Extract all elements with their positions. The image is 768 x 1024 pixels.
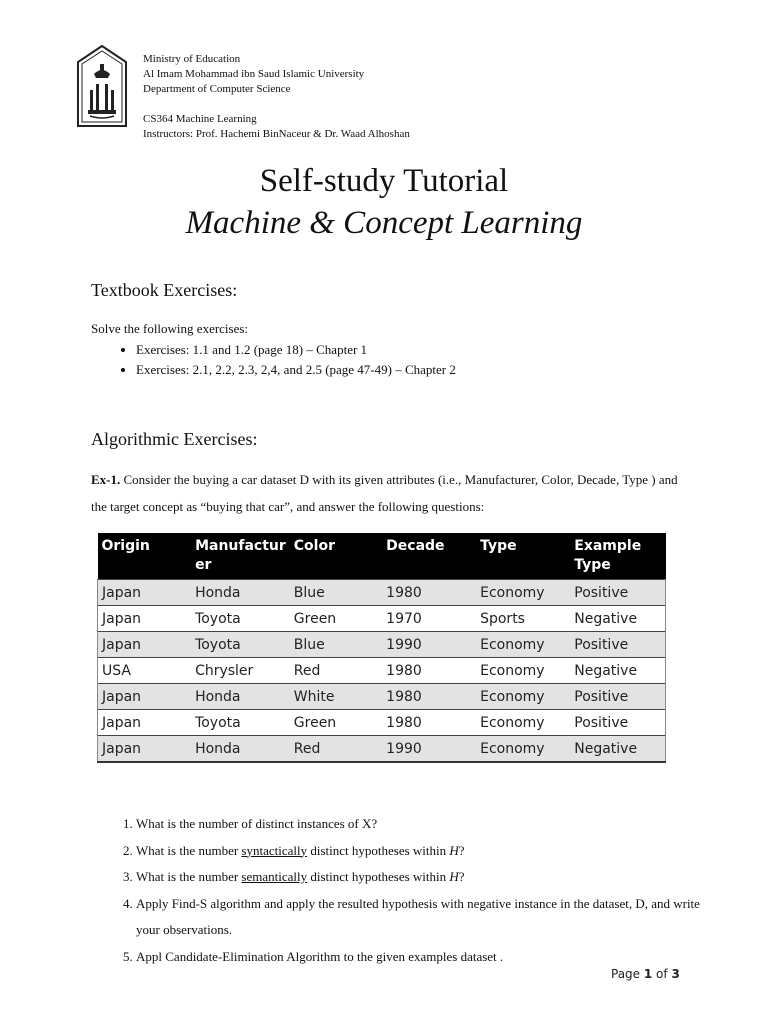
table-cell: Red [290, 658, 382, 684]
table-row [98, 736, 666, 763]
table-cell: Red [290, 736, 382, 763]
table-row [98, 684, 666, 710]
document-header [143, 52, 410, 142]
table-cell: Japan [98, 684, 192, 710]
university-line: Al Imam Mohammad ibn Saud Islamic University [143, 68, 365, 80]
table-cell: Economy [476, 684, 570, 710]
question-list [95, 811, 711, 970]
table-cell: Japan [98, 632, 192, 658]
italic-term: H [449, 869, 459, 884]
question-text: Appl Candidate-Elimination Algorithm to the given examples dataset . [136, 948, 504, 964]
table-cell: Blue [290, 580, 382, 606]
page-number [611, 967, 680, 981]
table-cell: Japan [98, 606, 192, 632]
question-text: Apply Find-S algorithm and apply the resulted hypothesis with negative instance in the dataset, D, and write your observations. [136, 895, 700, 937]
question-text: ? [458, 842, 465, 858]
table-cell: Negative [570, 658, 665, 684]
of-word: of [652, 967, 672, 981]
exercise-text: Consider the buying a car dataset D with its given attributes (i.e., Manufacturer, Color, Decade, Type ) and the target concept as “buying that car”, and answer the following questions: [91, 472, 678, 514]
column-header-color: Color [290, 533, 382, 580]
car-dataset-table [97, 533, 666, 763]
table-cell: 1970 [382, 606, 476, 632]
table-cell: Economy [476, 632, 570, 658]
table-row [98, 606, 666, 632]
question-text: What is the number of distinct instances of X? [136, 816, 378, 831]
table-cell: White [290, 684, 382, 710]
table-cell: Honda [191, 580, 290, 606]
table-cell: Economy [476, 580, 570, 606]
question-item [136, 811, 711, 838]
column-header-manufacturer: Manufactur er [191, 533, 290, 580]
table-cell: 1990 [382, 632, 476, 658]
column-header-example-type: Example Type [570, 533, 665, 580]
question-item [136, 891, 711, 944]
table-cell: Economy [476, 658, 570, 684]
algorithmic-heading: Algorithmic Exercises: [91, 429, 258, 449]
current-page: 1 [643, 967, 653, 981]
table-header-row [98, 533, 666, 580]
course-line: CS364 Machine Learning [143, 113, 257, 125]
table-cell: 1980 [382, 684, 476, 710]
list-item: • Exercises: 2.1, 2.2, 2.3, 2,4, and 2.5 (page 47-49) – Chapter 2 [136, 360, 456, 380]
question-text: distinct hypotheses within [307, 869, 450, 884]
table-cell: Japan [98, 736, 192, 763]
column-header-decade: Decade [382, 533, 476, 580]
question-item [136, 838, 711, 865]
table-row [98, 658, 666, 684]
table-cell: 1980 [382, 580, 476, 606]
column-header-type: Type [476, 533, 570, 580]
table-row [98, 580, 666, 606]
table-cell: Positive [570, 710, 665, 736]
textbook-exercise-list [110, 340, 456, 380]
table-cell: Positive [570, 580, 665, 606]
table-cell: Toyota [191, 632, 290, 658]
table-cell: Toyota [191, 710, 290, 736]
table-cell: Japan [98, 710, 192, 736]
department-line: Department of Computer Science [143, 83, 291, 95]
table-cell: Chrysler [191, 658, 290, 684]
underlined-term: syntactically [241, 842, 308, 858]
table-row [98, 632, 666, 658]
ministry-line: Ministry of Education [143, 53, 241, 65]
table-cell: Economy [476, 736, 570, 763]
textbook-intro: Solve the following exercises: [91, 321, 249, 336]
page-subtitle: Machine & Concept Learning [185, 205, 583, 241]
table-cell: USA [98, 658, 192, 684]
table-cell: Green [290, 710, 382, 736]
column-header-origin: Origin [98, 533, 192, 580]
exercise-paragraph [91, 466, 691, 520]
table-cell: Green [290, 606, 382, 632]
question-text: distinct hypotheses within [307, 842, 450, 858]
exercise-label: Ex-1. [91, 472, 121, 487]
table-cell: Sports [476, 606, 570, 632]
question-item [136, 864, 711, 891]
table-cell: Positive [570, 684, 665, 710]
table-cell: Japan [98, 580, 192, 606]
instructors-line: Instructors: Prof. Hachemi BinNaceur & Dr. Waad Alhoshan [143, 128, 410, 140]
page-word: Page [611, 967, 644, 981]
table-cell: Positive [570, 632, 665, 658]
university-logo [76, 44, 128, 128]
table-cell: Blue [290, 632, 382, 658]
question-text: What is the number [136, 842, 242, 858]
page-title: Self-study Tutorial [259, 163, 509, 199]
table-cell: Honda [191, 736, 290, 763]
question-text: ? [458, 869, 465, 884]
italic-term: H [449, 842, 459, 858]
table-cell: 1980 [382, 710, 476, 736]
table-cell: Economy [476, 710, 570, 736]
table-row [98, 710, 666, 736]
underlined-term: semantically [241, 869, 308, 884]
total-pages: 3 [671, 967, 680, 981]
textbook-heading: Textbook Exercises: [91, 280, 238, 300]
list-item: • Exercises: 1.1 and 1.2 (page 18) – Chapter 1 [136, 340, 456, 360]
table-cell: Negative [570, 606, 665, 632]
table-cell: 1980 [382, 658, 476, 684]
table-cell: Negative [570, 736, 665, 763]
table-cell: Honda [191, 684, 290, 710]
table-cell: Toyota [191, 606, 290, 632]
question-text: What is the number [136, 869, 242, 884]
table-cell: 1990 [382, 736, 476, 763]
